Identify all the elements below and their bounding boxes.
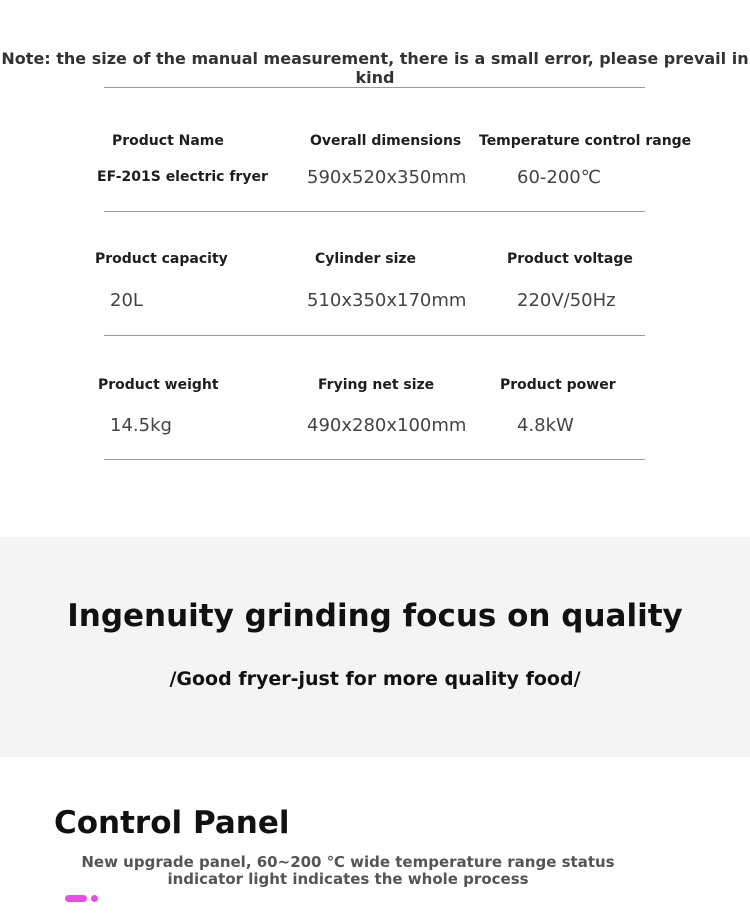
- divider: [104, 87, 645, 88]
- spec-value-temperature-range: 60-200℃: [517, 167, 601, 188]
- spec-label-power: Product power: [500, 377, 616, 393]
- accent-dot-icon: [91, 895, 98, 902]
- spec-label-frying-net-size: Frying net size: [318, 377, 435, 393]
- spec-label-weight: Product weight: [98, 377, 219, 393]
- spec-value-cylinder-size: 510x350x170mm: [307, 290, 467, 311]
- measurement-note: Note: the size of the manual measurement, there is a small error, please prevail in kind: [1, 49, 749, 87]
- spec-label-cylinder-size: Cylinder size: [315, 251, 417, 267]
- spec-label-capacity: Product capacity: [95, 251, 228, 267]
- spec-label-product-name: Product Name: [112, 133, 224, 149]
- quality-banner: [0, 537, 750, 757]
- divider: [104, 459, 645, 460]
- control-panel-description: New upgrade panel, 60~200 ℃ wide temperature range status indicator light indicates the whole process: [81, 853, 615, 888]
- divider: [104, 211, 645, 212]
- spec-value-capacity: 20L: [110, 290, 143, 311]
- spec-value-product-name: EF-201S electric fryer: [97, 169, 268, 185]
- spec-value-voltage: 220V/50Hz: [517, 290, 616, 311]
- spec-label-overall-dimensions: Overall dimensions: [310, 133, 462, 149]
- control-panel-title: Control Panel: [54, 805, 290, 841]
- spec-value-frying-net-size: 490x280x100mm: [307, 415, 467, 436]
- spec-value-power: 4.8kW: [517, 415, 574, 436]
- spec-label-temperature-range: Temperature control range: [479, 133, 692, 149]
- spec-label-voltage: Product voltage: [507, 251, 633, 267]
- divider: [104, 335, 645, 336]
- banner-subtitle: /Good fryer-just for more quality food/: [169, 668, 581, 690]
- banner-title: Ingenuity grinding focus on quality: [67, 598, 683, 634]
- accent-pill-icon: [65, 895, 87, 902]
- spec-value-overall-dimensions: 590x520x350mm: [307, 167, 467, 188]
- spec-value-weight: 14.5kg: [110, 415, 172, 436]
